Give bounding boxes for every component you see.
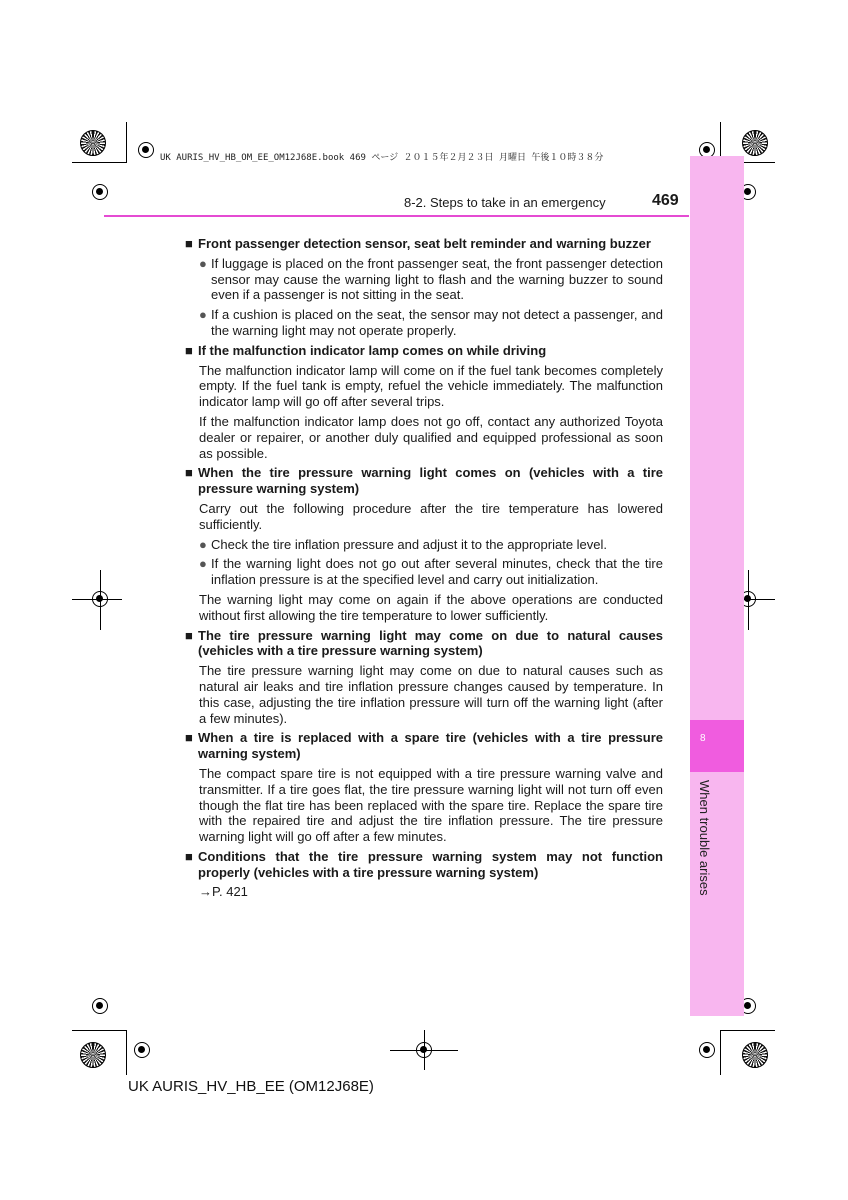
paragraph: Carry out the following procedure after the tire temperature has lowered sufficiently.	[199, 500, 663, 532]
bullet-item	[199, 256, 663, 303]
paragraph: If the malfunction indicator lamp does not go off, contact any authorized Toyota dealer or repairer, or another duly qualified and equipped professional as soon as possible.	[199, 413, 663, 461]
section-heading	[185, 343, 663, 359]
bullet-text: Check the tire inflation pressure and adjust it to the appropriate level.	[211, 536, 608, 552]
crop-mark	[72, 162, 127, 163]
paragraph: The tire pressure warning light may come on due to natural causes such as natural air leaks and tire inflation pressure changes caused by temperature. In this case, adjusting the tire inflation pressure will turn off the warning light (after a few minutes).	[199, 663, 663, 726]
crop-mark	[720, 1030, 721, 1075]
square-bullet-icon: ■	[185, 730, 193, 746]
section-heading-text: Front passenger detection sensor, seat belt reminder and warning buzzer	[198, 236, 651, 251]
paragraph: →P. 421	[199, 884, 248, 900]
bullet-text: If luggage is placed on the front passenger seat, the front passenger detection sensor may cause the warning light to flash and the warning buzzer to sound even if a passenger is not sitting in the seat.	[211, 255, 663, 303]
section-heading	[185, 628, 663, 660]
chapter-label: When trouble arises	[697, 780, 712, 896]
section-heading	[185, 730, 663, 762]
registration-mark	[92, 998, 108, 1014]
registration-star-top-right	[742, 130, 768, 156]
section-title: 8-2. Steps to take in an emergency	[404, 195, 606, 210]
section-heading-text: When a tire is replaced with a spare tire (vehicles with a tire pressure warning system)	[198, 730, 663, 762]
registration-line	[100, 570, 101, 630]
square-bullet-icon: ■	[185, 236, 193, 251]
main-content	[185, 236, 663, 904]
chapter-number: 8	[700, 733, 706, 744]
bullet-text: If the warning light does not go out after several minutes, check that the tire inflation pressure is at the specified level and carry out initialization.	[211, 556, 663, 588]
bullet-item	[199, 537, 663, 553]
bullet-dot-icon: ●	[199, 536, 207, 552]
registration-line	[72, 599, 122, 600]
registration-mark	[134, 1042, 150, 1058]
crop-mark	[126, 122, 127, 162]
section-heading-text: If the malfunction indicator lamp comes on while driving	[198, 342, 547, 358]
paragraph: The malfunction indicator lamp will come on if the fuel tank becomes completely empty. If the fuel tank is empty, refuel the vehicle immediately. The malfunction indicator lamp will go off after several trips.	[199, 362, 663, 410]
square-bullet-icon: ■	[185, 848, 193, 864]
section-heading-text: When the tire pressure warning light comes on (vehicles with a tire pressure warning system)	[198, 465, 663, 497]
file-header: UK AURIS_HV_HB_OM_EE_OM12J68E.book 469 ページ ２０１５年２月２３日 月曜日 午後１０時３８分	[160, 153, 604, 163]
paragraph: The compact spare tire is not equipped with a tire pressure warning valve and transmitter. If a tire goes flat, the tire pressure warning light will not turn off even though the flat tire has been replaced with the spare tire. Replace the spare tire with the repaired tire and adjust the tire inflation pressure. The tire pressure warning light will go off after a few minutes.	[199, 765, 663, 845]
bullet-item	[199, 307, 663, 339]
registration-star-bottom-left	[80, 1042, 106, 1068]
header-rule	[104, 215, 689, 217]
bullet-text: If a cushion is placed on the seat, the sensor may not detect a passenger, and the warning light may not operate properly.	[211, 307, 663, 338]
section-heading	[185, 236, 663, 252]
footer-document-code: UK AURIS_HV_HB_EE (OM12J68E)	[128, 1078, 374, 1095]
section-heading	[185, 465, 663, 497]
section-heading-text: Conditions that the tire pressure warning system may not function properly (vehicles with a tire pressure warning system)	[198, 848, 663, 880]
crop-mark	[126, 1030, 127, 1075]
registration-star-top-left	[80, 130, 106, 156]
bullet-dot-icon: ●	[199, 556, 207, 572]
paragraph: The warning light may come on again if the above operations are conducted without first allowing the tire temperature to lower sufficiently.	[199, 591, 663, 623]
section-heading-text: The tire pressure warning light may come on due to natural causes (vehicles with a tire pressure warning system)	[198, 627, 663, 659]
square-bullet-icon: ■	[185, 627, 193, 643]
bullet-dot-icon: ●	[199, 255, 207, 271]
crop-mark	[72, 1030, 127, 1031]
page-number: 469	[652, 192, 679, 209]
registration-mark	[699, 1042, 715, 1058]
crop-mark	[720, 1030, 775, 1031]
bullet-dot-icon: ●	[199, 307, 207, 323]
registration-star-bottom-right	[742, 1042, 768, 1068]
square-bullet-icon: ■	[185, 465, 193, 481]
registration-mark	[92, 184, 108, 200]
square-bullet-icon: ■	[185, 342, 193, 358]
registration-mark	[138, 142, 154, 158]
section-heading	[185, 849, 663, 881]
chapter-number-block	[690, 720, 744, 772]
registration-line	[424, 1030, 425, 1070]
registration-line	[748, 570, 749, 630]
bullet-item	[199, 556, 663, 588]
